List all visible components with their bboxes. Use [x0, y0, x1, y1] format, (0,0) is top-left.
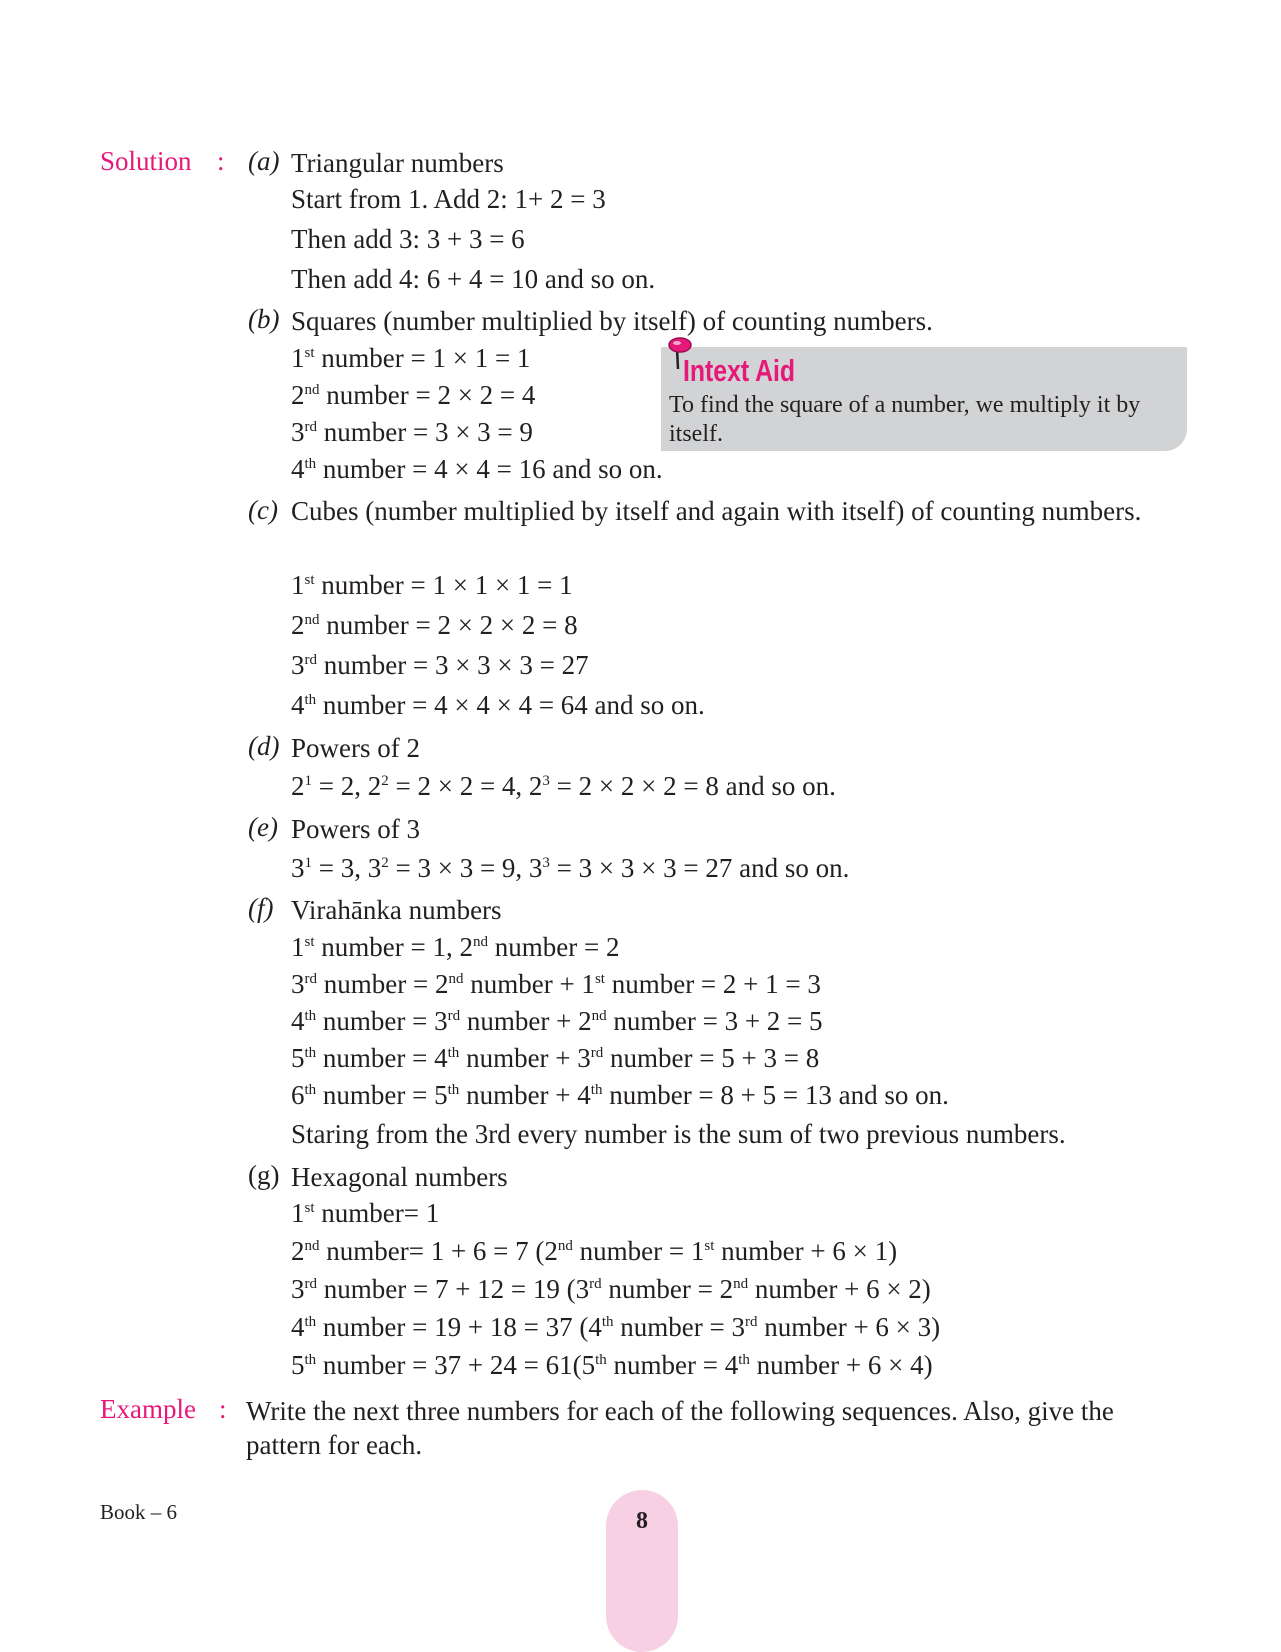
- part-g-line-5: 5th number = 37 + 24 = 61(5th number = 4th number + 6 × 4): [291, 1350, 933, 1380]
- part-f-note: Staring from the 3rd every number is the sum of two previous numbers.: [291, 1119, 1066, 1149]
- part-c-tag: (c): [248, 495, 278, 525]
- part-c-line-3: 3rd number = 3 × 3 × 3 = 27: [291, 650, 589, 680]
- part-f-line-3: 4th number = 3rd number + 2nd number = 3 + 2 = 5: [291, 1006, 823, 1036]
- example-label: Example: [100, 1394, 196, 1424]
- part-f-line-5: 6th number = 5th number + 4th number = 8 + 5 = 13 and so on.: [291, 1080, 949, 1110]
- part-a-line-2: Then add 3: 3 + 3 = 6: [291, 224, 525, 254]
- part-b-line-1: 1st number = 1 × 1 = 1: [291, 343, 531, 373]
- part-g-line-4: 4th number = 19 + 18 = 37 (4th number = 3rd number + 6 × 3): [291, 1312, 941, 1342]
- part-f-tag: (f): [248, 893, 274, 923]
- part-e-tag: (e): [248, 812, 278, 842]
- part-a-line-3: Then add 4: 6 + 4 = 10 and so on.: [291, 264, 656, 294]
- intext-aid-box: [661, 347, 1187, 451]
- solution-label: Solution: [100, 146, 192, 176]
- part-f-line-1: 1st number = 1, 2nd number = 2: [291, 932, 620, 962]
- intext-aid-title: Intext Aid: [683, 353, 796, 388]
- part-c-line-4: 4th number = 4 × 4 × 4 = 64 and so on.: [291, 690, 705, 720]
- part-g-title: Hexagonal numbers: [291, 1162, 508, 1192]
- part-b-title: Squares (number multiplied by itself) of counting numbers.: [291, 306, 933, 336]
- part-e-title: Powers of 3: [291, 814, 420, 844]
- part-c-title: Cubes (number multiplied by itself and again with itself) of counting numbers.: [291, 496, 1142, 526]
- intext-aid-text: To find the square of a number, we multiply it by itself.: [669, 392, 1141, 447]
- part-e-powers-line: $3^1 = 3$, $3^2 = 3 \times 3 = 9$, $3^3 = 3 \times 3 \times 3 = 27$ and so on.: [291, 853, 850, 883]
- part-b-tag: (b): [248, 304, 280, 334]
- part-g-line-2: 2nd number= 1 + 6 = 7 (2nd number = 1st number + 6 × 1): [291, 1236, 898, 1266]
- part-b-line-3: 3rd number = 3 × 3 = 9: [291, 417, 533, 447]
- part-g-line-1: 1st number= 1: [291, 1198, 440, 1228]
- part-a-title: Triangular numbers: [291, 148, 504, 178]
- part-c-line-1: 1st number = 1 × 1 × 1 = 1: [291, 570, 573, 600]
- book-label: Book – 6: [100, 1500, 178, 1524]
- part-a-line-1: Start from 1. Add 2: 1+ 2 = 3: [291, 184, 606, 214]
- part-g-line-3: 3rd number = 7 + 12 = 19 (3rd number = 2nd number + 6 × 2): [291, 1274, 931, 1304]
- page-number: 8: [636, 1508, 648, 1534]
- part-d-powers-line: $2^1 = 2$, $2^2 = 2 \times 2 = 4$, $2^3 = 2 \times 2 \times 2 = 8$ and so on.: [291, 771, 836, 801]
- part-f-line-4: 5th number = 4th number + 3rd number = 5 + 3 = 8: [291, 1043, 820, 1073]
- part-d-title: Powers of 2: [291, 733, 420, 763]
- part-d-tag: (d): [248, 731, 280, 761]
- part-f-title: Virahānka numbers: [291, 895, 502, 925]
- example-colon: :: [219, 1394, 227, 1424]
- part-b-line-4: 4th number = 4 × 4 = 16 and so on.: [291, 454, 663, 484]
- solution-colon: :: [217, 146, 225, 176]
- part-g-tag: (g): [248, 1160, 280, 1190]
- part-f-line-2: 3rd number = 2nd number + 1st number = 2 + 1 = 3: [291, 969, 821, 999]
- part-c-line-2: 2nd number = 2 × 2 × 2 = 8: [291, 610, 578, 640]
- part-b-line-2: 2nd number = 2 × 2 = 4: [291, 380, 536, 410]
- pushpin-icon: [666, 336, 696, 370]
- page-number-tab: [606, 1490, 678, 1652]
- part-a-tag: (a): [248, 146, 280, 176]
- example-text: Write the next three numbers for each of the following sequences. Also, give the pattern for each.: [246, 1396, 1114, 1460]
